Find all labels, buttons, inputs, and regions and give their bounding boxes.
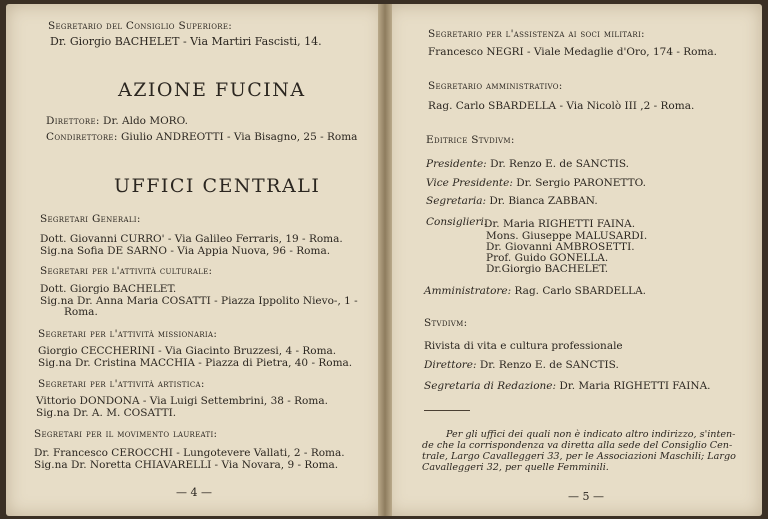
divider-rule <box>424 410 470 411</box>
laureati-line-2: Sig.na Dr. Noretta CHIAVARELLI - Via Novara, 9 - Roma. <box>34 459 339 471</box>
culturale-line-1: Dott. Giorgio BACHELET. <box>40 283 177 295</box>
segretaria-name: Dr. Bianca ZABBAN. <box>489 195 598 207</box>
consigliere-item: Mons. Giuseppe MALUSARDI. <box>486 230 648 242</box>
laureati-line-1: Dr. Francesco CEROCCHI - Lungotevere Vallati, 2 - Roma. <box>34 447 345 459</box>
footnote-line: Per gli uffici dei quali non è indicato altro indirizzo, s'inten- <box>446 429 736 440</box>
artistica-line-1: Vittorio DONDONA - Via Luigi Settembrini, 38 - Roma. <box>36 395 328 407</box>
militari-label: Segretario per l'assistenza ai soci militari: <box>428 28 645 40</box>
missionaria-line-1: Giorgio CECCHERINI - Via Giacinto Bruzzesi, 4 - Roma. <box>38 345 337 357</box>
consigliere-item: Prof. Guido GONELLA. <box>486 252 609 264</box>
amministratore-name: Rag. Carlo SBARDELLA. <box>514 285 647 297</box>
culturale-line-2: Sig.na Dr. Anna Maria COSATTI - Piazza Ippolito Nievo-, 1 - <box>40 295 358 307</box>
presidente-label: Presidente: <box>426 158 487 170</box>
artistica-label: Segretari per l'attività artistica: <box>38 378 205 390</box>
laureati-label: Segretari per il movimento laureati: <box>34 428 218 440</box>
consiglio-superiore-label: Segretario del Consiglio Superiore: <box>48 20 233 32</box>
editrice-label: Editrice Stvdivm: <box>426 134 515 146</box>
footnote-line: Cavalleggeri 32, per quelle Femminili. <box>422 462 609 473</box>
azione-fucina-title: AZIONE FUCINA <box>118 79 306 101</box>
page-number-right: — 5 — <box>568 490 604 503</box>
generali-line-1: Dott. Giovanni CURRO' - Via Galileo Ferraris, 19 - Roma. <box>40 233 343 245</box>
consigliere-item: Dr. Giovanni AMBROSETTI. <box>486 241 635 253</box>
culturale-line-3: Roma. <box>64 306 98 318</box>
amministrativo-label: Segretario amministrativo: <box>428 80 563 92</box>
direttore-name: Dr. Aldo MORO. <box>103 115 188 127</box>
footnote-line: trale, Largo Cavalleggeri 33, per le Associazioni Maschili; Largo <box>422 451 736 462</box>
studium-direttore-name: Dr. Renzo E. de SANCTIS. <box>479 359 619 371</box>
culturale-label: Segretari per l'attività culturale: <box>40 265 213 277</box>
consigliere-item: Dr.Giorgio BACHELET. <box>486 263 609 275</box>
vice-presidente-name: Dr. Sergio PARONETTO. <box>516 177 646 189</box>
militari-line: Francesco NEGRI - Viale Medaglie d'Oro, 174 - Roma. <box>428 46 718 58</box>
segretaria-label: Segretaria: <box>426 195 487 207</box>
amministratore-label: Amministratore: <box>424 285 512 297</box>
amministrativo-line: Rag. Carlo SBARDELLA - Via Nicolò III ,2 - Roma. <box>428 100 695 112</box>
studium-direttore-label: Direttore: <box>424 359 477 371</box>
rivista-line: Rivista di vita e cultura professionale <box>424 340 623 352</box>
condirettore-label: Condirettore: <box>46 131 118 143</box>
missionaria-label: Segretari per l'attività missionaria: <box>38 328 218 340</box>
consigliere-item: Dr. Maria RIGHETTI FAINA. <box>484 218 636 230</box>
studium-label: Stvdivm: <box>424 317 468 329</box>
page-number-left: — 4 — <box>176 486 212 499</box>
missionaria-line-2: Sig.na Dr. Cristina MACCHIA - Piazza di Pietra, 40 - Roma. <box>38 357 353 369</box>
artistica-line-2: Sig.na Dr. A. M. COSATTI. <box>36 407 177 419</box>
generali-line-2: Sig.na Sofia DE SARNO - Via Appia Nuova, 96 - Roma. <box>40 245 331 257</box>
footnote-line: de che la corrispondenza va diretta alla sede del Consiglio Cen- <box>422 440 733 451</box>
redazione-name: Dr. Maria RIGHETTI FAINA. <box>559 380 711 392</box>
segretari-generali-label: Segretari Generali: <box>40 213 141 225</box>
condirettore-name: Giulio ANDREOTTI - Via Bisagno, 25 - Roma <box>121 131 358 143</box>
vice-presidente-label: Vice Presidente: <box>426 177 513 189</box>
direttore-label: Direttore: <box>46 115 100 127</box>
redazione-label: Segretaria di Redazione: <box>424 380 557 392</box>
book-gutter <box>378 4 392 516</box>
uffici-centrali-title: UFFICI CENTRALI <box>114 175 321 197</box>
consiglieri-label: Consiglieri: <box>426 216 488 228</box>
consiglio-superiore-line: Dr. Giorgio BACHELET - Via Martiri Fascisti, 14. <box>50 35 322 48</box>
presidente-name: Dr. Renzo E. de SANCTIS. <box>490 158 630 170</box>
